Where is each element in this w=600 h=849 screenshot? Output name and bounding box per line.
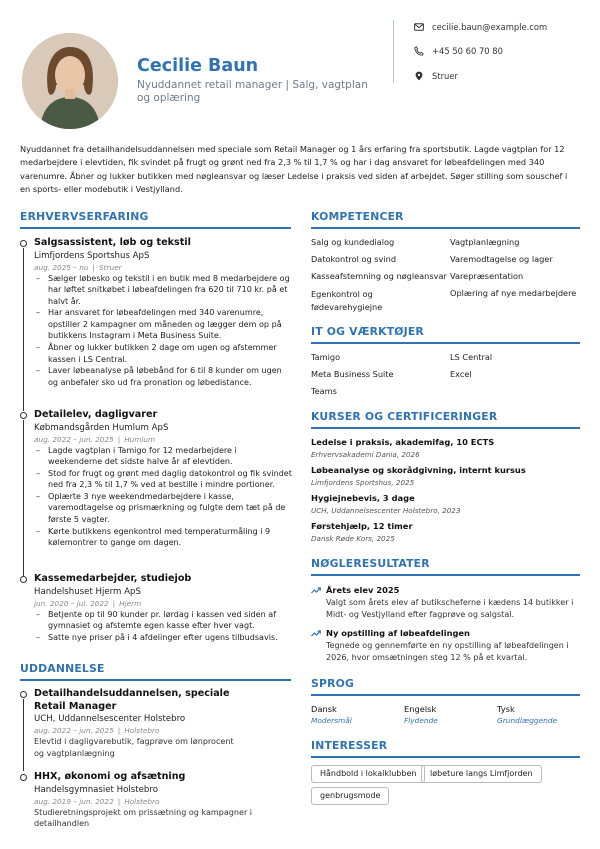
experience-entry bbox=[20, 409, 292, 549]
language-name: Dansk bbox=[311, 704, 337, 714]
skill-item: Salg og kundedialog bbox=[311, 237, 395, 247]
job-place: Humlum bbox=[124, 434, 156, 444]
language-level: Flydende bbox=[404, 716, 438, 725]
course-title: Ledelse i praksis, akademifag, 10 ECTS bbox=[311, 437, 495, 447]
course-title: Førstehjælp, 12 timer bbox=[311, 521, 413, 531]
experience-entry bbox=[20, 237, 292, 388]
profile-summary: Nyuddannet fra detailhandelsuddannelsen med speciale som Retail Manager og 1 års erfaring fra sportsbutik. Lagde vagtplan for 12 medarbejdere i elevtiden, fik svindet på frugt og grønt ned fra 2,3 % til 1,7 % og har i dag ansvaret for løbeafdelingen med 340 varenumre. Åbner og lukker butikken med nøgleansvar og læser Ledelse i praksis ved siden af arbejdet. Søger stilling som souschef i en sports- eller modebutik i Vestjylland. bbox=[20, 144, 568, 194]
job-place: Hjerm bbox=[119, 598, 142, 608]
trend-up-icon bbox=[311, 587, 321, 594]
job-title: Kassemedarbejder, studiejob bbox=[34, 573, 192, 584]
tool-item: LS Central bbox=[450, 352, 493, 362]
school: UCH, Uddannelsescenter Holstebro bbox=[34, 714, 186, 724]
timeline-line bbox=[23, 699, 24, 771]
languages-heading: SPROG bbox=[311, 677, 355, 690]
interest-tag: genbrugsmode bbox=[311, 787, 389, 805]
job-meta: aug. 2022 – jun. 2025 | Humlum bbox=[34, 434, 156, 444]
achievement-title: Årets elev 2025 bbox=[326, 585, 400, 595]
courses-rule bbox=[311, 427, 580, 429]
phone-text: +45 50 60 70 80 bbox=[432, 46, 503, 56]
job-title: Detailelev, dagligvarer bbox=[34, 409, 158, 420]
job-meta: aug. 2025 – nu | Struer bbox=[34, 262, 122, 272]
phone-icon bbox=[414, 46, 424, 56]
skill-item: Egenkontrol og fødevarehygiejne bbox=[311, 289, 383, 312]
education-heading: UDDANNELSE bbox=[20, 662, 105, 675]
skill-item: Kasseafstemning og nøgleansvar bbox=[311, 271, 447, 281]
language-name: Engelsk bbox=[404, 704, 437, 714]
job-bullet: – Laver løbeanalyse på løbebånd for 6 til 8 kunder om ugen og anbefaler sko ud fra pronation og løbedistance. bbox=[34, 365, 292, 388]
timeline-line bbox=[23, 420, 24, 578]
job-bullet: – Har ansvaret for løbeafdelingen med 340 varenumre, opstiller 2 kampagner om måneden og lægger dem op på butikkens Instagram i Meta Business Suite. bbox=[34, 307, 292, 342]
tools-heading: IT OG VÆRKTØJER bbox=[311, 325, 424, 338]
tool-item: Tamigo bbox=[311, 352, 341, 362]
language-level: Modersmål bbox=[311, 716, 352, 725]
edu-desc: Studieretningsprojekt om prissætning og kampagner i detailhandlen bbox=[34, 807, 253, 829]
achievement-desc: Tegnede og gennemførte en ny opstilling af løbeafdelingen i 2026, hvor omsætningen steg 12 % på et kvartal. bbox=[326, 641, 569, 663]
edu-meta: aug. 2022 – jun. 2025 | Holstebro bbox=[34, 726, 160, 735]
courses-heading: KURSER OG CERTIFICERINGER bbox=[311, 410, 498, 423]
job-title: Salgsassistent, løb og tekstil bbox=[34, 237, 191, 248]
course-title: Hygiejnebevis, 3 dage bbox=[311, 493, 415, 503]
achievements-heading: NØGLERESULTATER bbox=[311, 557, 430, 570]
interest-tag: løbeture langs Limfjorden bbox=[421, 765, 542, 783]
email-text: cecilie.baun@example.com bbox=[432, 22, 548, 32]
job-bullet: – Betjente op til 90 kunder pr. lørdag i kassen ved siden af gymnasiet og afstemte egen kasse efter hver vagt. bbox=[34, 609, 292, 632]
job-bullet: – Lagde vagtplan i Tamigo for 12 medarbejdere i weekenderne det sidste halve år af elevtiden. bbox=[34, 445, 292, 468]
school: Handelsgymnasiet Holstebro bbox=[34, 784, 158, 795]
language-level: Grundlæggende bbox=[497, 716, 558, 725]
course-sub: Erhvervsakademi Dania, 2026 bbox=[311, 450, 420, 459]
candidate-name: Cecilie Baun bbox=[137, 56, 259, 76]
degree: Detailhandelsuddannelsen, speciale Retail Manager bbox=[34, 688, 230, 712]
job-meta: jun. 2020 – jul. 2022 | Hjerm bbox=[34, 598, 142, 608]
skill-item: Vagtplanlægning bbox=[450, 237, 520, 247]
skill-item: Datokontrol og svind bbox=[311, 254, 397, 264]
tool-item: Excel bbox=[450, 369, 472, 379]
mail-icon bbox=[414, 22, 424, 32]
edu-desc: Elevtid i dagligvarebutik, fagprøve om lønprocent og vagtplanlægning bbox=[34, 737, 234, 758]
tools-rule bbox=[311, 342, 580, 344]
timeline-line bbox=[23, 248, 24, 411]
course-sub: Limfjordens Sportshus, 2025 bbox=[311, 478, 415, 487]
tool-item: Teams bbox=[311, 386, 337, 396]
contact-email[interactable] bbox=[414, 22, 547, 32]
location-pin-icon bbox=[414, 71, 424, 81]
skills-heading: KOMPETENCER bbox=[311, 210, 404, 223]
candidate-title: Nyuddannet retail manager | Salg, vagtplan og oplæring bbox=[137, 79, 368, 104]
skill-item: Varemodtagelse og lager bbox=[450, 254, 553, 264]
timeline-dot bbox=[20, 691, 27, 698]
profile-photo bbox=[22, 33, 118, 129]
experience-rule bbox=[20, 227, 291, 229]
course-title: Løbeanalyse og skorådgivning, internt kursus bbox=[311, 465, 526, 475]
edu-dates: aug. 2019 – jun. 2022 bbox=[34, 796, 114, 806]
interests-rule bbox=[311, 756, 580, 758]
job-dates: aug. 2025 – nu bbox=[34, 262, 89, 272]
job-bullet: – Stod for frugt og grønt med daglig datokontrol og fik svindet ned fra 2,3 % til 1,7 % ved at bestille i mindre portioner. bbox=[34, 468, 292, 491]
edu-place: Holstebro bbox=[124, 726, 160, 735]
contact-location bbox=[414, 71, 458, 81]
course-sub: Dansk Røde Kors, 2025 bbox=[311, 534, 395, 543]
timeline-dot bbox=[20, 412, 27, 419]
edu-place: Holstebro bbox=[124, 796, 160, 806]
tool-item: Meta Business Suite bbox=[311, 369, 394, 379]
employer: Limfjordens Sportshus ApS bbox=[34, 250, 150, 261]
job-bullet: – Åbner og lukker butikken 2 dage om ugen og afstemmer kassen i LS Central. bbox=[34, 342, 292, 365]
interest-tag: Håndbold i lokalklubben bbox=[311, 765, 425, 783]
achievement-title: Ny opstilling af løbeafdelingen bbox=[326, 628, 470, 638]
header-divider bbox=[393, 20, 394, 83]
language-name: Tysk bbox=[497, 704, 515, 714]
timeline-dot bbox=[20, 240, 27, 247]
timeline-dot bbox=[20, 774, 27, 781]
experience-entry bbox=[20, 573, 292, 643]
employer: Handelshuset Hjerm ApS bbox=[34, 586, 141, 597]
languages-rule bbox=[311, 694, 580, 696]
skills-rule bbox=[311, 227, 580, 229]
education-rule bbox=[20, 679, 291, 681]
employer: Købmandsgården Humlum ApS bbox=[34, 422, 169, 433]
job-bullet: – Kørte butikkens egenkontrol med temperaturmåling i 9 kølemontrer to gange om dagen. bbox=[34, 526, 292, 549]
experience-heading: ERHVERVSERFARING bbox=[20, 210, 149, 223]
job-bullet: – Oplærte 3 nye weekendmedarbejdere i kasse, varemodtagelse og prismærkning og fulgte dem tæt på de første 5 vagter. bbox=[34, 491, 292, 526]
degree: HHX, økonomi og afsætning bbox=[34, 771, 186, 782]
trend-up-icon bbox=[311, 630, 321, 637]
achievement-desc: Valgt som årets elev af butikscheferne i kædens 14 butikker i Midt- og Vestjylland efter fagprøve og salgstal. bbox=[326, 598, 574, 620]
location-text: Struer bbox=[432, 71, 458, 81]
timeline-dot bbox=[20, 576, 27, 583]
interests-heading: INTERESSER bbox=[311, 739, 388, 752]
education-entry bbox=[20, 771, 292, 830]
job-dates: aug. 2022 – jun. 2025 bbox=[34, 434, 114, 444]
edu-meta: aug. 2019 – jun. 2022 | Holstebro bbox=[34, 796, 160, 806]
job-bullet: – Sælger løbesko og tekstil i en butik med 8 medarbejdere og har løftet snitkøbet i løbeafdelingen fra 620 til 710 kr. på et halvt år. bbox=[34, 273, 292, 308]
job-dates: jun. 2020 – jul. 2022 bbox=[34, 598, 109, 608]
edu-dates: aug. 2022 – jun. 2025 bbox=[34, 726, 114, 735]
course-sub: UCH, Uddannelsescenter Holstebro, 2023 bbox=[311, 506, 461, 515]
job-bullet: – Satte nye priser på i 4 afdelinger efter ugens tilbudsavis. bbox=[34, 632, 292, 644]
job-place: Struer bbox=[98, 262, 122, 272]
contact-phone[interactable] bbox=[414, 46, 503, 56]
education-entry bbox=[20, 688, 292, 759]
achievements-rule bbox=[311, 574, 580, 576]
skill-item: Varepræsentation bbox=[450, 271, 524, 281]
skill-item: Oplæring af nye medarbejdere bbox=[450, 288, 577, 298]
